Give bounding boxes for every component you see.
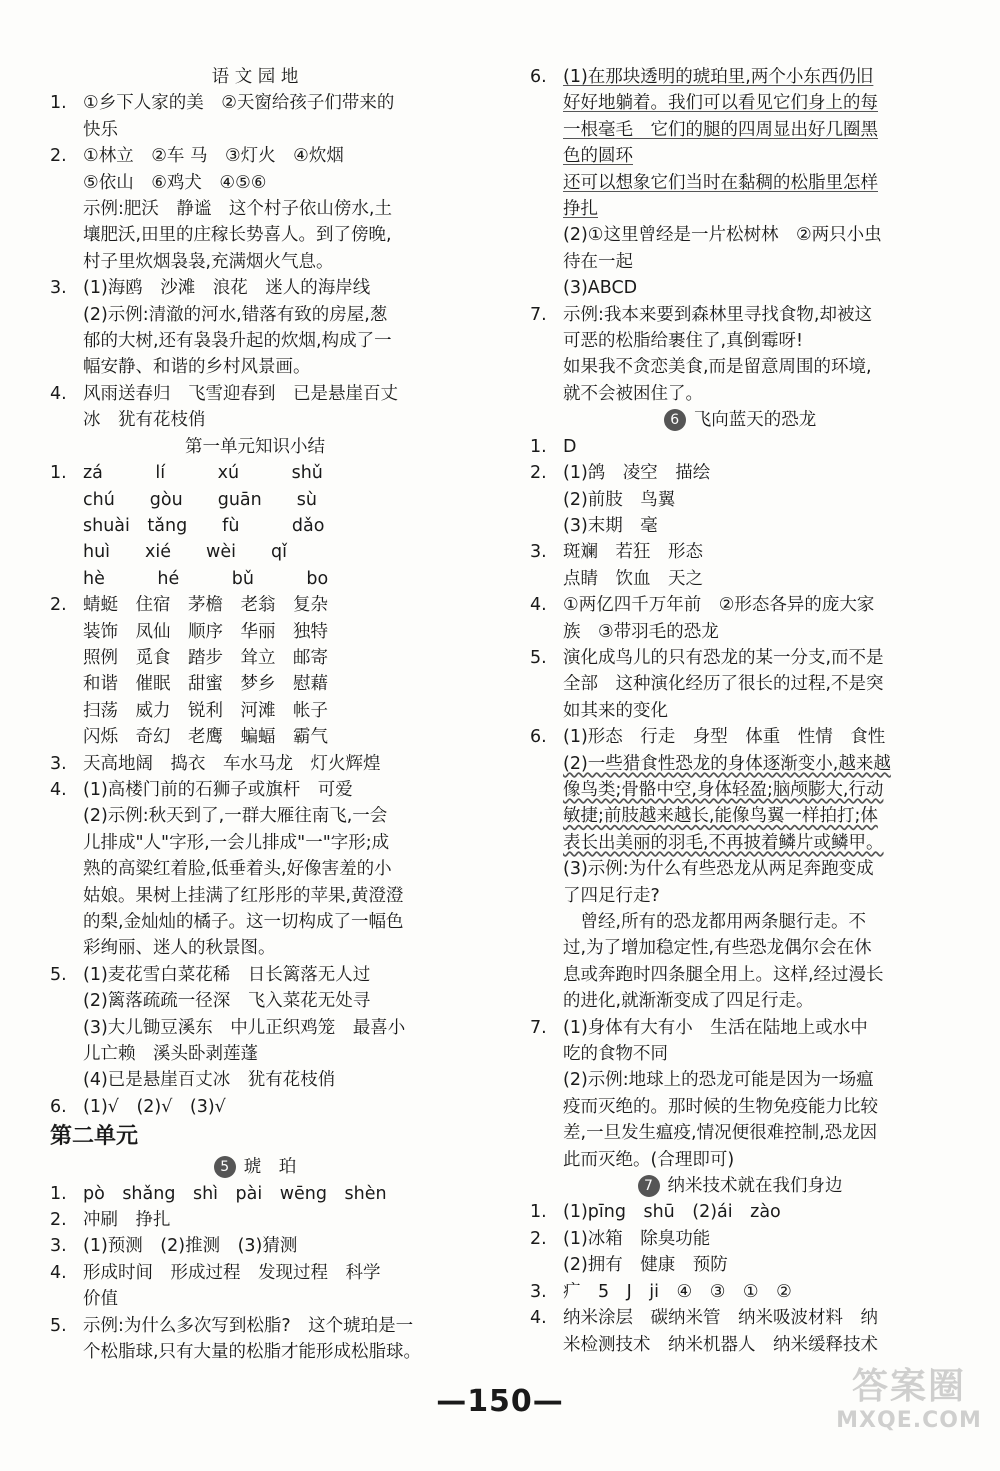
- answer-line-row: [530, 883, 950, 909]
- section-title: [50, 64, 460, 90]
- answer-line: 儿排成"人"字形,一会儿排成"一"字形;成: [83, 832, 390, 853]
- answer-line: 像鸟类;骨骼中空,身体轻盈;脑颅膨大,行动: [563, 779, 884, 800]
- answer-line-row: [530, 170, 950, 196]
- answer-line-row: [50, 328, 460, 354]
- answer-line: 天高地阔 捣衣 车水马龙 灯火辉煌: [83, 753, 381, 774]
- answer-line: (3)示例:为什么有些恐龙从两足奔跑变成: [563, 859, 874, 880]
- answer-item: [50, 1207, 460, 1233]
- answer-item: [530, 302, 950, 328]
- answer-item: [530, 434, 950, 460]
- answer-line-row: [530, 90, 950, 116]
- section-title-text: 第一单元知识小结: [185, 436, 325, 457]
- answer-line-row: [530, 117, 950, 143]
- answer-line: 姑娘。果树上挂满了红彤彤的苹果,黄澄澄: [83, 885, 404, 906]
- item-number: 2.: [50, 146, 67, 167]
- answer-line-row: [50, 354, 460, 380]
- answer-line-row: [530, 830, 950, 856]
- answer-item: [530, 1305, 950, 1331]
- item-number: 4.: [50, 383, 67, 404]
- answer-line-row: [50, 1286, 460, 1312]
- answer-item: [50, 777, 460, 803]
- item-number: 7.: [530, 1017, 547, 1038]
- answer-line: (1)麦花雪白菜花稀 日长篱落无人过: [83, 964, 371, 985]
- answer-line-row: [50, 803, 460, 829]
- answer-line: (3)ABCD: [563, 278, 638, 299]
- answer-item: [530, 539, 950, 565]
- answer-line: 斑斓 若狂 形态: [563, 542, 703, 563]
- answer-line-row: [530, 671, 950, 697]
- answer-line-row: [530, 354, 950, 380]
- answer-line-row: [50, 196, 460, 222]
- item-number: 6.: [530, 727, 547, 748]
- answer-line-row: [530, 698, 950, 724]
- answer-line: 示例:为什么多次写到松脂? 这个琥珀是一: [83, 1315, 414, 1336]
- item-number: 3.: [50, 753, 67, 774]
- answer-item: [530, 1226, 950, 1252]
- item-number: 3.: [530, 542, 547, 563]
- answer-line-row: [50, 170, 460, 196]
- answer-line-row: [50, 830, 460, 856]
- answer-item: [50, 1094, 460, 1120]
- answer-line: (1)pīng shū (2)ái zào: [563, 1202, 781, 1223]
- answer-line-row: [50, 539, 460, 565]
- answer-line: 全部 这种演化经历了很长的过程,不是突: [563, 674, 884, 695]
- answer-line: ①乡下人家的美 ②天窗给孩子们带来的: [83, 93, 395, 114]
- item-number: 4.: [50, 779, 67, 800]
- answer-line-row: [50, 1067, 460, 1093]
- answer-line: ①林立 ②车 马 ③灯火 ④炊烟: [83, 146, 344, 167]
- answer-line: (2)前肢 鸟翼: [563, 489, 676, 510]
- answer-line: (1)身体有大有小 生活在陆地上或水中: [563, 1017, 868, 1038]
- item-number: 4.: [530, 1308, 547, 1329]
- answer-line: 快乐: [83, 119, 118, 140]
- answer-line: (3)大儿锄豆溪东 中儿正织鸡笼 最喜小: [83, 1017, 406, 1038]
- answer-line: (2)示例:清澈的河水,错落有致的房屋,葱: [83, 304, 388, 325]
- answer-line-row: [530, 1120, 950, 1146]
- answer-line: chú gòu guān sù: [83, 489, 317, 510]
- answer-line: (1)在那块透明的琥珀里,两个小东西仍旧: [563, 67, 874, 87]
- answer-line-row: [50, 619, 460, 645]
- answer-line-row: [50, 487, 460, 513]
- answer-line-row: [530, 196, 950, 222]
- answer-line-row: [50, 222, 460, 248]
- answer-line-row: [50, 724, 460, 750]
- item-number: 3.: [530, 1281, 547, 1302]
- answer-line-row: [50, 935, 460, 961]
- answer-line: (2)篱落疏疏一径深 飞入菜花无处寻: [83, 991, 371, 1012]
- answer-line: zá lí xú shǔ: [83, 463, 323, 484]
- answer-line-row: [50, 698, 460, 724]
- answer-item: [530, 460, 950, 486]
- item-number: 6.: [50, 1096, 67, 1117]
- answer-line: 照例 觅食 踏步 耸立 邮寄: [83, 647, 328, 668]
- answer-line-row: [50, 671, 460, 697]
- section-title: [50, 1154, 460, 1180]
- answer-line-row: [530, 222, 950, 248]
- answer-item: [50, 1313, 460, 1339]
- item-number: 5.: [50, 964, 67, 985]
- answer-line-row: [530, 1147, 950, 1173]
- item-number: 1.: [50, 93, 67, 114]
- answer-line: 的梨,金灿灿的橘子。这一切构成了一幅色: [83, 912, 404, 932]
- answer-line: (2)示例:秋天到了,一群大雁往南飞,一会: [83, 806, 388, 827]
- answer-line-row: [530, 1041, 950, 1067]
- answer-line: 形成时间 形成过程 发现过程 科学: [83, 1262, 381, 1283]
- answer-line: hè hé bǔ bo: [83, 568, 329, 589]
- answer-line: 过,为了增加稳定性,有些恐龙偶尔会在休: [563, 938, 872, 959]
- watermark-url: MXQE.COM: [836, 1408, 982, 1433]
- unit-title: 第二单元: [50, 1124, 139, 1150]
- answer-line: (1)冰箱 除臭功能: [563, 1228, 711, 1249]
- item-number: 2.: [50, 595, 67, 616]
- item-number: 1.: [530, 1202, 547, 1223]
- item-number: 2.: [50, 1210, 67, 1231]
- item-number: 2.: [530, 1228, 547, 1249]
- answer-line-row: [50, 302, 460, 328]
- answer-item: [50, 592, 460, 618]
- answer-line-row: [530, 566, 950, 592]
- answer-line-row: [530, 381, 950, 407]
- answer-line-row: [530, 1094, 950, 1120]
- answer-line-row: [530, 328, 950, 354]
- answer-line: 幅安静、和谐的乡村风景画。: [83, 357, 311, 378]
- answer-line: (4)已是悬崖百丈冰 犹有花枝俏: [83, 1070, 336, 1091]
- answer-line: 好好地躺着。我们可以看见它们身上的每: [563, 93, 878, 114]
- answer-line-row: [530, 1067, 950, 1093]
- answer-line-row: [50, 988, 460, 1014]
- answer-line: 族 ③带羽毛的恐龙: [563, 621, 719, 642]
- watermark-logo-text: 答案圈: [851, 1366, 966, 1407]
- answer-item: [50, 1233, 460, 1259]
- answer-line: 装饰 凤仙 顺序 华丽 独特: [83, 621, 328, 642]
- answer-item: [530, 64, 950, 90]
- answer-line: 就不会被困住了。: [563, 383, 703, 404]
- answer-line: 挣扎: [563, 199, 598, 220]
- answer-line: 可恶的松脂给裹住了,真倒霉呀!: [563, 331, 804, 352]
- answer-line: (1)鸽 凌空 描绘: [563, 463, 711, 484]
- answer-line: 郁的大树,还有袅袅升起的炊烟,构成了一: [83, 331, 392, 352]
- item-number: 3.: [50, 1236, 67, 1257]
- answer-line: (1)预测 (2)推测 (3)猜测: [83, 1236, 298, 1257]
- answer-line: 曾经,所有的恐龙都用两条腿行走。不: [563, 912, 867, 932]
- answer-line-row: [50, 909, 460, 935]
- answer-line: 疒 5 J ji ④ ③ ① ②: [563, 1281, 792, 1302]
- answer-item: [50, 751, 460, 777]
- answer-line-row: [50, 883, 460, 909]
- answer-line: shuài tǎng fù dǎo: [83, 515, 325, 536]
- item-number: 4.: [530, 595, 547, 616]
- section-title: [50, 434, 460, 460]
- answer-line-row: [50, 117, 460, 143]
- answer-line: 此而灭绝。(合理即可): [563, 1149, 735, 1170]
- item-number: 5.: [530, 647, 547, 668]
- item-number: 7.: [530, 304, 547, 325]
- item-number: 1.: [50, 463, 67, 484]
- section-title-text: 语 文 园 地: [211, 67, 299, 87]
- answer-line-row: [530, 856, 950, 882]
- answer-line: 纳米涂层 碳纳米管 纳米吸波材料 纳: [563, 1308, 878, 1329]
- answer-line: huì xié wèi qǐ: [83, 542, 287, 563]
- item-number: 6.: [530, 67, 547, 87]
- answer-line-row: [530, 777, 950, 803]
- answer-line: 个松脂球,只有大量的松脂才能形成松脂球。: [83, 1342, 422, 1363]
- answer-line: pò shǎng shì pài wēng shèn: [83, 1183, 387, 1204]
- answer-line: 壤肥沃,田里的庄稼长势喜人。到了傍晚,: [83, 225, 392, 246]
- answer-line-row: [530, 803, 950, 829]
- answer-line: 吃的食物不同: [563, 1044, 668, 1065]
- answer-line: 闪烁 奇幻 老鹰 蝙蝠 霸气: [83, 727, 328, 748]
- item-number: 4.: [50, 1262, 67, 1283]
- item-number: 5.: [50, 1315, 67, 1336]
- answer-line: (2)拥有 健康 预防: [563, 1255, 728, 1276]
- answer-item: [50, 962, 460, 988]
- answer-line-row: [530, 1332, 950, 1358]
- answer-line: 风雨送春归 飞雪迎春到 已是悬崖百丈: [83, 383, 398, 404]
- answer-line: 了四足行走?: [563, 885, 660, 906]
- item-number: 1.: [50, 1183, 67, 1204]
- answer-line: 示例:我本来要到森林里寻找食物,却被这: [563, 304, 872, 325]
- answer-line: 如其来的变化: [563, 700, 668, 721]
- answer-line: 息或奔跑时四条腿全用上。这样,经过漫长: [563, 964, 884, 985]
- answer-line: 差,一旦发生瘟疫,情况便很难控制,恐龙因: [563, 1123, 878, 1144]
- answer-line-row: [530, 935, 950, 961]
- section-number-badge: 7: [638, 1175, 660, 1197]
- page-number: —150—: [436, 1384, 564, 1419]
- answer-line-row: [50, 1015, 460, 1041]
- answer-line-row: [50, 856, 460, 882]
- answer-line-row: [530, 143, 950, 169]
- answer-line-row: [530, 962, 950, 988]
- answer-line: ①两亿四千万年前 ②形态各异的庞大家: [563, 595, 875, 616]
- answer-item: [50, 460, 460, 486]
- answer-line: (1)海鸥 沙滩 浪花 迷人的海岸线: [83, 278, 371, 299]
- answer-item: [530, 592, 950, 618]
- answer-line-row: [530, 909, 950, 935]
- answer-line: 熟的高粱红着脸,低垂着头,好像害羞的小: [83, 859, 392, 880]
- answer-line: (1)高楼门前的石狮子或旗杆 可爱: [83, 779, 353, 800]
- answer-line: 村子里炊烟袅袅,充满烟火气息。: [83, 251, 334, 272]
- answer-line: 一根毫毛 它们的腿的四周显出好几圈黑: [563, 119, 878, 140]
- answer-line-row: [50, 566, 460, 592]
- answer-line-row: [530, 249, 950, 275]
- item-number: 3.: [50, 278, 67, 299]
- right-column: [530, 64, 950, 1358]
- watermark-logo: [834, 1366, 984, 1462]
- answer-line: 如果我不贪恋美食,而是留意周围的环境,: [563, 357, 872, 378]
- answer-line: 米检测技术 纳米机器人 纳米缓释技术: [563, 1334, 878, 1355]
- section-title-text: 琥 珀: [243, 1157, 297, 1178]
- answer-item: [50, 90, 460, 116]
- answer-line: (2)①这里曾经是一片松树林 ②两只小虫: [563, 225, 882, 246]
- answer-line: 价值: [83, 1289, 118, 1310]
- answer-line: (2)示例:地球上的恐龙可能是因为一场瘟: [563, 1070, 874, 1091]
- section-number-badge: 5: [214, 1156, 236, 1178]
- answer-line-row: [50, 407, 460, 433]
- answer-item: [530, 645, 950, 671]
- answer-line: 和谐 催眠 甜蜜 梦乡 慰藉: [83, 674, 328, 695]
- section-number-badge: 6: [664, 409, 686, 431]
- answer-line: 儿亡赖 溪头卧剥莲蓬: [83, 1044, 258, 1065]
- answer-line: 色的圆环: [563, 146, 633, 167]
- answer-line-row: [50, 249, 460, 275]
- answer-item: [530, 724, 950, 750]
- answer-item: [50, 1260, 460, 1286]
- item-number: 2.: [530, 463, 547, 484]
- answer-line: 彩绚丽、迷人的秋景图。: [83, 938, 276, 959]
- answer-line-row: [50, 513, 460, 539]
- answer-line-row: [530, 1252, 950, 1278]
- answer-line-row: [530, 513, 950, 539]
- answer-line: 演化成鸟儿的只有恐龙的某一分支,而不是: [563, 647, 884, 668]
- answer-line: D: [563, 436, 577, 457]
- answer-line: 疫而灭绝的。那时候的生物免疫能力比较: [563, 1096, 878, 1117]
- section-title: [530, 1173, 950, 1199]
- answer-item: [50, 1181, 460, 1207]
- answer-line: 示例:肥沃 静谧 这个村子依山傍水,土: [83, 199, 392, 220]
- answer-line: 表长出美丽的羽毛,不再披着鳞片或鳞甲。: [563, 832, 884, 853]
- answer-line-row: [50, 645, 460, 671]
- answer-item: [50, 381, 460, 407]
- section-title-text: 飞向蓝天的恐龙: [693, 410, 817, 431]
- answer-line: 还可以想象它们当时在黏稠的松脂里怎样: [563, 172, 878, 193]
- answer-line: 待在一起: [563, 251, 633, 272]
- answer-item: [530, 1199, 950, 1225]
- section-title: [530, 407, 950, 433]
- item-number: 1.: [530, 436, 547, 457]
- answer-line: 点睛 饮血 天之: [563, 568, 703, 589]
- answer-line-row: [530, 487, 950, 513]
- answer-item: [530, 1015, 950, 1041]
- answer-line-row: [50, 1339, 460, 1365]
- answer-line: (3)末期 毫: [563, 515, 658, 536]
- answer-line: (1)√ (2)√ (3)√: [83, 1096, 226, 1117]
- answer-line-row: [50, 1041, 460, 1067]
- answer-item: [530, 1279, 950, 1305]
- answer-line-row: [530, 619, 950, 645]
- answer-line: (2)一些猎食性恐龙的身体逐渐变小,越来越: [563, 753, 891, 774]
- answer-line: 敏捷;前肢越来越长,能像鸟翼一样拍打;体: [563, 806, 878, 827]
- answer-line: 冰 犹有花枝俏: [83, 410, 206, 431]
- answer-item: [50, 275, 460, 301]
- answer-line-row: [530, 988, 950, 1014]
- answer-line: 的进化,就渐渐变成了四足行走。: [563, 991, 814, 1012]
- section-title-text: 纳米技术就在我们身边: [667, 1176, 843, 1197]
- answer-line: ⑤依山 ⑥鸡犬 ④⑤⑥: [83, 172, 267, 193]
- answer-line: 扫荡 威力 锐利 河滩 帐子: [83, 700, 328, 721]
- left-column: [50, 64, 460, 1366]
- answer-line-row: [530, 275, 950, 301]
- answer-item: [50, 143, 460, 169]
- answer-line: (1)形态 行走 身型 体重 性情 食性: [563, 727, 886, 748]
- answer-line: 蜻蜓 住宿 茅檐 老翁 复杂: [83, 595, 328, 616]
- answer-line-row: [530, 751, 950, 777]
- answer-line: 冲刷 挣扎: [83, 1210, 171, 1231]
